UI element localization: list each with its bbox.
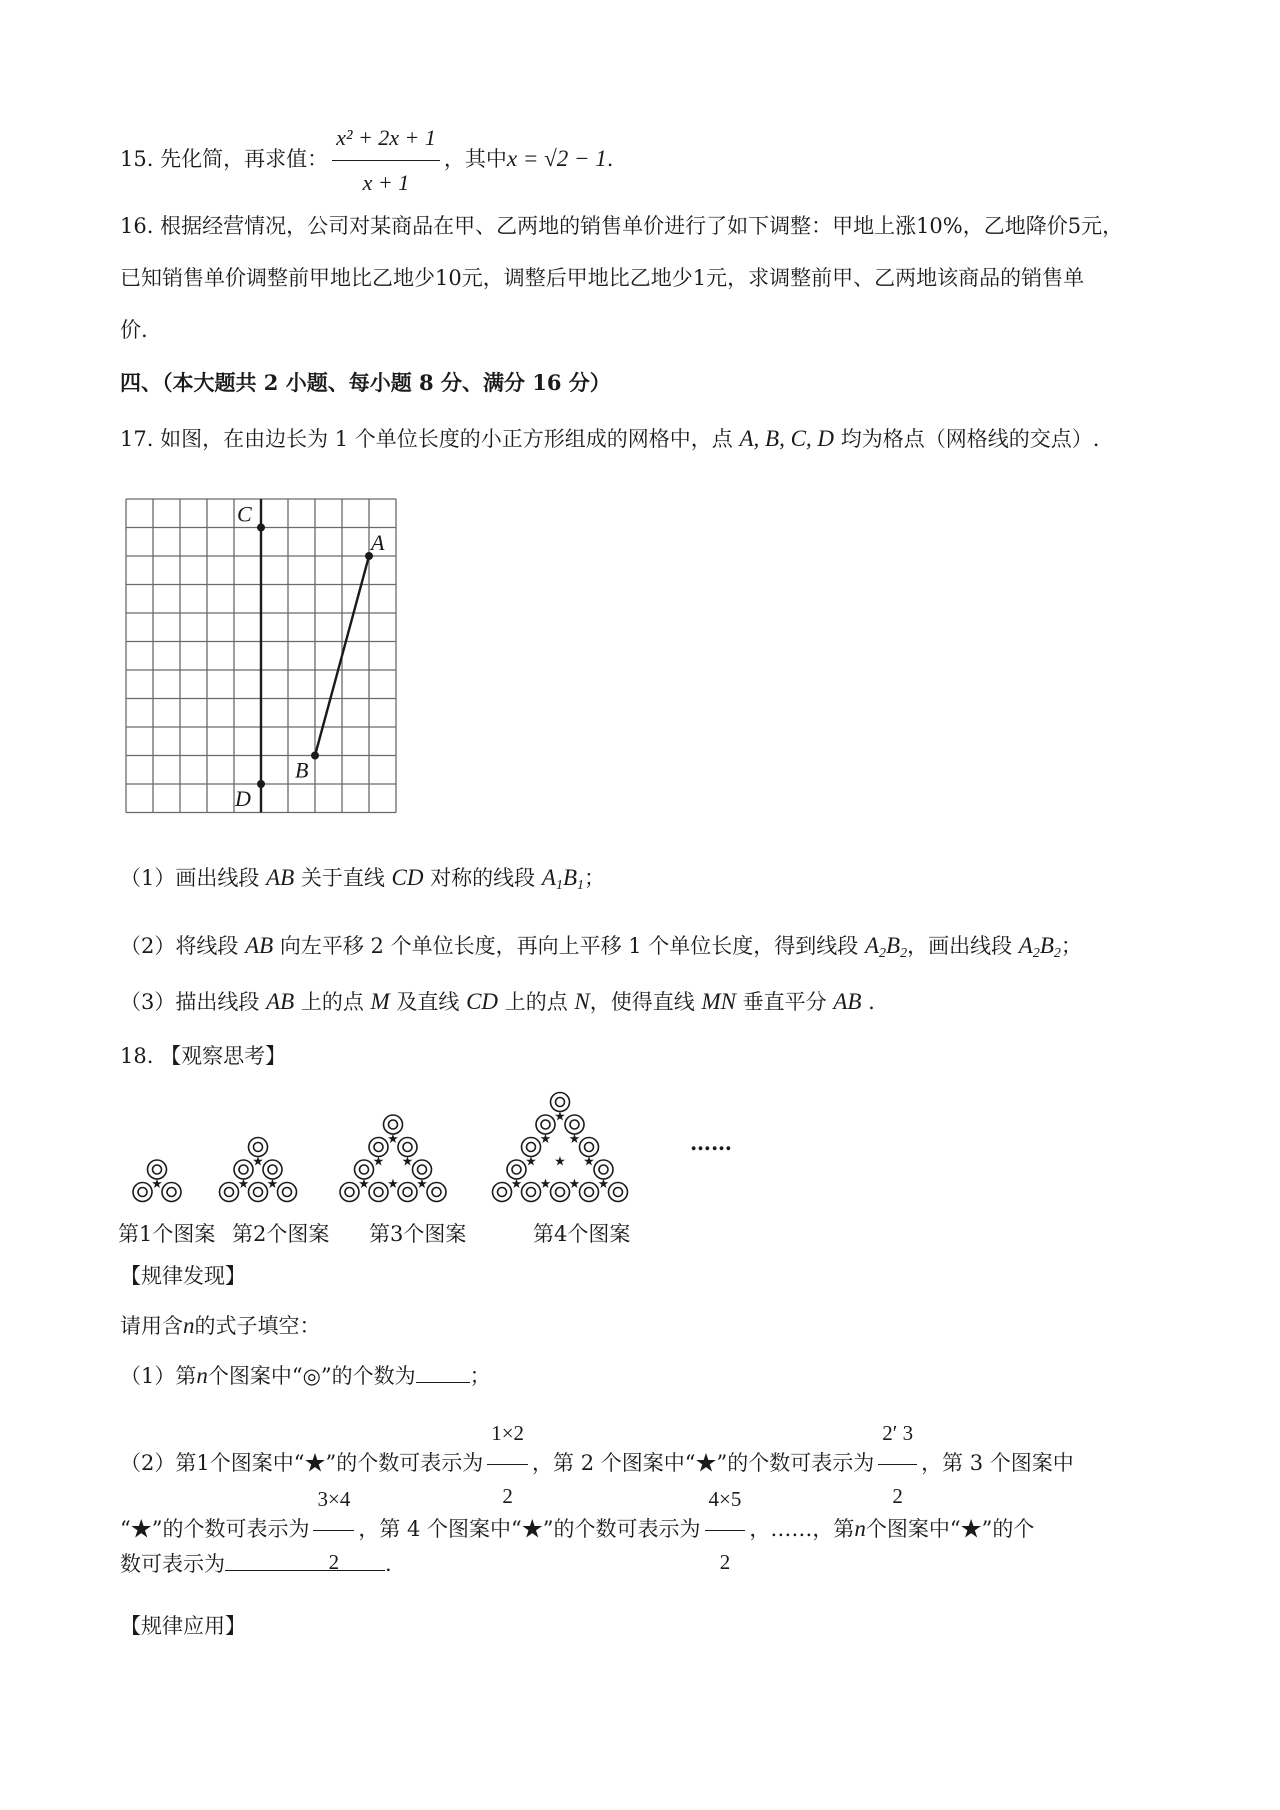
question-15 xyxy=(120,118,613,203)
star-icon: ★ xyxy=(266,1176,279,1191)
point-d xyxy=(257,780,265,788)
q18-sub2-text-b: ，第 2 个图案中“★”的个数可表示为 xyxy=(532,1451,875,1475)
q15-denominator: x + 1 xyxy=(362,170,410,195)
double-circle-inner xyxy=(360,1165,369,1174)
fraction-3-num: 3×4 xyxy=(313,1470,354,1531)
q18-sub2-text-h: 数可表示为 xyxy=(120,1552,225,1576)
q15-fraction xyxy=(332,118,440,203)
q17-p3-point-m: M xyxy=(370,989,390,1014)
star-icon: ★ xyxy=(387,1131,399,1146)
q17-p2-res-b-sub: 2 xyxy=(900,946,908,961)
double-circle-inner xyxy=(498,1188,507,1197)
double-circle-inner xyxy=(541,1120,550,1129)
double-circle-inner xyxy=(403,1143,412,1152)
q18-sub2-text: （2）第1个图案中“★”的个数可表示为 xyxy=(120,1451,484,1475)
q17-part-1 xyxy=(120,862,605,894)
pattern-4 xyxy=(493,1093,628,1202)
double-circle-inner xyxy=(614,1188,623,1197)
double-circle-inner xyxy=(374,1143,383,1152)
double-circle-inner xyxy=(585,1143,594,1152)
fraction-4-num: 4×5 xyxy=(705,1470,746,1531)
q17-grid-figure xyxy=(118,493,438,815)
pattern-label-3: 第3个图案 xyxy=(369,1222,467,1246)
star-icon: ★ xyxy=(597,1176,610,1191)
label-d: D xyxy=(235,786,251,811)
double-circle-inner xyxy=(432,1188,441,1197)
q17-intro-text: 17. 如图，在由边长为 1 个单位长度的小正方形组成的网格中，点 xyxy=(120,427,733,451)
q15-prefix: 15. 先化简，再求值： xyxy=(120,147,329,171)
pattern-2 xyxy=(220,1138,297,1202)
q17-p2-res-a: A xyxy=(864,933,880,958)
q17-p1-text-b: 关于直线 xyxy=(300,866,385,890)
star-icon: ★ xyxy=(358,1176,370,1191)
q17-p2-text-b: 向左平移 2 个单位长度，再向上平移 1 个单位长度，得到线段 xyxy=(279,934,859,958)
q17-p3-text: （3）描出线段 xyxy=(120,990,260,1014)
question-18-title: 18. 【观察思考】 xyxy=(120,1044,287,1068)
double-circle-inner xyxy=(570,1120,579,1129)
q17-p2-res2-a: A xyxy=(1018,933,1033,958)
star-icon: ★ xyxy=(568,1176,581,1191)
q17-p3-text-e: ，使得直线 xyxy=(589,990,695,1014)
star-icon: ★ xyxy=(387,1176,399,1191)
q18-instruction-n: n xyxy=(183,1313,195,1338)
double-circle-inner xyxy=(512,1165,521,1174)
q15-mid: ，其中 xyxy=(443,147,507,171)
star-icon: ★ xyxy=(583,1153,595,1169)
pattern-label-2: 第2个图案 xyxy=(232,1222,330,1246)
question-16-line-3: 价. xyxy=(120,318,148,342)
q17-intro-points: A, B, C, D xyxy=(739,426,835,451)
fraction-1-num: 1×2 xyxy=(487,1404,528,1465)
fraction-2-den: 2 xyxy=(892,1484,903,1508)
double-circle-icon xyxy=(551,1183,570,1202)
q18-sub-1 xyxy=(120,1360,491,1390)
double-circle-icon xyxy=(398,1183,417,1202)
q17-p1-text: （1）画出线段 xyxy=(120,866,260,890)
section-4-heading: 四、（本大题共 2 小题、每小题 8 分、满分 16 分） xyxy=(120,370,611,395)
q15-condition: x = √2 − 1 xyxy=(506,146,607,171)
q18-instruction-text: 请用含 xyxy=(120,1314,183,1338)
q15-end: . xyxy=(606,147,614,171)
point-b xyxy=(311,752,319,760)
star-icon: ★ xyxy=(252,1153,264,1169)
q17-p3-segment-ab-2: AB xyxy=(833,989,862,1014)
star-icon: ★ xyxy=(151,1176,163,1191)
rule-discovery-heading: 【规律发现】 xyxy=(120,1264,246,1288)
double-circle-inner xyxy=(167,1188,176,1197)
q17-p3-line-cd: CD xyxy=(466,989,499,1014)
pattern-3 xyxy=(340,1115,446,1202)
label-b: B xyxy=(295,757,309,783)
q17-p1-res-b: B xyxy=(562,865,577,890)
q17-p2-segment-ab: AB xyxy=(245,933,274,958)
q15-numerator: x² + 2x + 1 xyxy=(332,118,440,161)
double-circle-inner xyxy=(225,1188,234,1197)
q17-p3-segment-ab: AB xyxy=(266,989,295,1014)
star-icon: ★ xyxy=(539,1131,552,1146)
fraction-1-den: 2 xyxy=(502,1484,513,1508)
q18-sub1-answer-blank[interactable] xyxy=(416,1362,470,1383)
q17-p3-text-b: 上的点 xyxy=(300,990,364,1014)
double-circle-inner xyxy=(599,1165,608,1174)
double-circle-inner xyxy=(254,1188,263,1197)
q18-instruction-text-b: 的式子填空： xyxy=(194,1314,321,1338)
q18-sub2-text-c: ，第 3 个图案中 xyxy=(921,1451,1074,1475)
star-icon: ★ xyxy=(539,1176,552,1191)
question-16-line-1: 16. 根据经营情况，公司对某商品在甲、乙两地的销售单价进行了如下调整：甲地上涨10%，乙地降价5元， xyxy=(120,214,1124,238)
q17-p2-text: （2）将线段 xyxy=(120,934,239,958)
label-a: A xyxy=(371,530,385,555)
q18-instruction xyxy=(120,1310,321,1340)
double-circle-icon xyxy=(220,1183,239,1202)
star-icon: ★ xyxy=(401,1153,414,1169)
q18-sub2-answer-blank[interactable] xyxy=(225,1550,385,1571)
q17-p2-text-c: ，画出线段 xyxy=(907,934,1013,958)
q17-p2-end: ； xyxy=(1060,934,1082,958)
q17-p1-res-a-sub: 1 xyxy=(555,878,563,893)
double-circle-icon xyxy=(340,1183,359,1202)
q18-sub2-text-d: “★”的个数可表示为 xyxy=(120,1517,310,1541)
star-icon: ★ xyxy=(237,1176,250,1191)
pattern-1 xyxy=(133,1160,181,1202)
double-circle-icon xyxy=(609,1183,628,1202)
q17-p1-end: ； xyxy=(584,866,605,890)
double-circle-inner xyxy=(153,1165,162,1174)
q17-p3-text-f: 垂直平分 xyxy=(742,990,827,1014)
q18-sub2-text-f: ，……，第 xyxy=(749,1517,855,1541)
q18-sub1-text: （1）第 xyxy=(120,1364,197,1388)
double-circle-inner xyxy=(254,1143,263,1152)
q17-p1-res-a: A xyxy=(541,865,556,890)
q17-intro-text-b: 均为格点（网格线的交点）. xyxy=(840,427,1100,451)
point-c xyxy=(257,524,265,532)
star-icon: ★ xyxy=(372,1153,385,1169)
double-circle-icon xyxy=(278,1183,297,1202)
star-icon: ★ xyxy=(416,1176,428,1191)
q18-sub2-end: . xyxy=(385,1552,392,1576)
q17-p1-res-b-sub: 1 xyxy=(577,878,584,893)
double-circle-inner xyxy=(345,1188,354,1197)
q17-p3-point-n: N xyxy=(574,989,590,1014)
pattern-ellipsis: …… xyxy=(690,1130,732,1155)
double-circle-inner xyxy=(268,1165,277,1174)
double-circle-inner xyxy=(527,1188,536,1197)
double-circle-icon xyxy=(133,1183,152,1202)
double-circle-icon xyxy=(249,1183,268,1202)
star-icon: ★ xyxy=(554,1108,566,1124)
rule-application-heading: 【规律应用】 xyxy=(120,1614,246,1638)
q17-p2-res2-a-sub: 2 xyxy=(1032,946,1040,961)
q18-sub1-n: n xyxy=(196,1363,208,1388)
q18-sub1-text-b: 个图案中“◎”的个数为 xyxy=(207,1364,416,1388)
q17-part-2 xyxy=(120,930,1082,962)
double-circle-icon xyxy=(369,1183,388,1202)
q17-p2-res2-b-sub: 2 xyxy=(1053,946,1061,961)
q17-p2-res-a-sub: 2 xyxy=(879,946,887,961)
q18-sub1-end: ； xyxy=(469,1364,491,1388)
q17-p2-res-b: B xyxy=(886,933,901,958)
q17-p2-res2-b: B xyxy=(1039,933,1054,958)
q18-sub2-text-g: 个图案中“★”的个 xyxy=(865,1517,1035,1541)
pattern-label-1: 第1个图案 xyxy=(118,1222,216,1246)
q17-p2-result-2 xyxy=(1018,933,1061,961)
fraction-2-num: 2′ 3 xyxy=(878,1404,917,1465)
double-circle-inner xyxy=(527,1143,536,1152)
star-icon: ★ xyxy=(568,1131,581,1146)
double-circle-inner xyxy=(403,1188,412,1197)
fraction-3-den: 2 xyxy=(328,1550,340,1574)
double-circle-icon xyxy=(427,1183,446,1202)
q18-sub2-text-e: ，第 4 个图案中“★”的个数可表示为 xyxy=(358,1517,701,1541)
double-circle-inner xyxy=(389,1120,398,1129)
star-icon: ★ xyxy=(554,1153,566,1169)
q17-part-3 xyxy=(120,986,875,1016)
double-circle-inner xyxy=(418,1165,427,1174)
pattern-label-4: 第4个图案 xyxy=(533,1222,631,1246)
q17-p2-result xyxy=(864,933,908,961)
q18-patterns-figure xyxy=(110,1068,750,1218)
label-c: C xyxy=(237,501,252,527)
double-circle-inner xyxy=(283,1188,292,1197)
question-17-intro xyxy=(120,423,1099,453)
star-icon: ★ xyxy=(525,1153,537,1169)
q17-p1-segment-ab: AB xyxy=(266,865,295,890)
q17-p3-end: . xyxy=(868,990,875,1014)
q18-sub-2-line-3 xyxy=(120,1548,392,1578)
q17-p1-result xyxy=(541,865,584,893)
q17-p1-text-c: 对称的线段 xyxy=(430,866,536,890)
star-icon: ★ xyxy=(510,1176,523,1191)
q17-p3-text-d: 上的点 xyxy=(504,990,568,1014)
fraction-4-den: 2 xyxy=(719,1550,731,1574)
q17-p1-line-cd: CD xyxy=(391,865,424,890)
q17-p3-text-c: 及直线 xyxy=(396,990,460,1014)
double-circle-icon xyxy=(522,1183,541,1202)
double-circle-icon xyxy=(493,1183,512,1202)
double-circle-inner xyxy=(556,1188,565,1197)
double-circle-inner xyxy=(556,1098,565,1107)
q17-p3-line-mn: MN xyxy=(701,989,736,1014)
double-circle-inner xyxy=(374,1188,383,1197)
double-circle-inner xyxy=(138,1188,147,1197)
q18-sub2-n: n xyxy=(854,1516,866,1541)
double-circle-inner xyxy=(585,1188,594,1197)
double-circle-icon xyxy=(162,1183,181,1202)
question-16-line-2: 已知销售单价调整前甲地比乙地少10元，调整后甲地比乙地少1元，求调整前甲、乙两地该商品的销售单 xyxy=(120,266,1085,290)
double-circle-inner xyxy=(239,1165,248,1174)
double-circle-icon xyxy=(580,1183,599,1202)
fraction-4 xyxy=(705,1470,746,1591)
